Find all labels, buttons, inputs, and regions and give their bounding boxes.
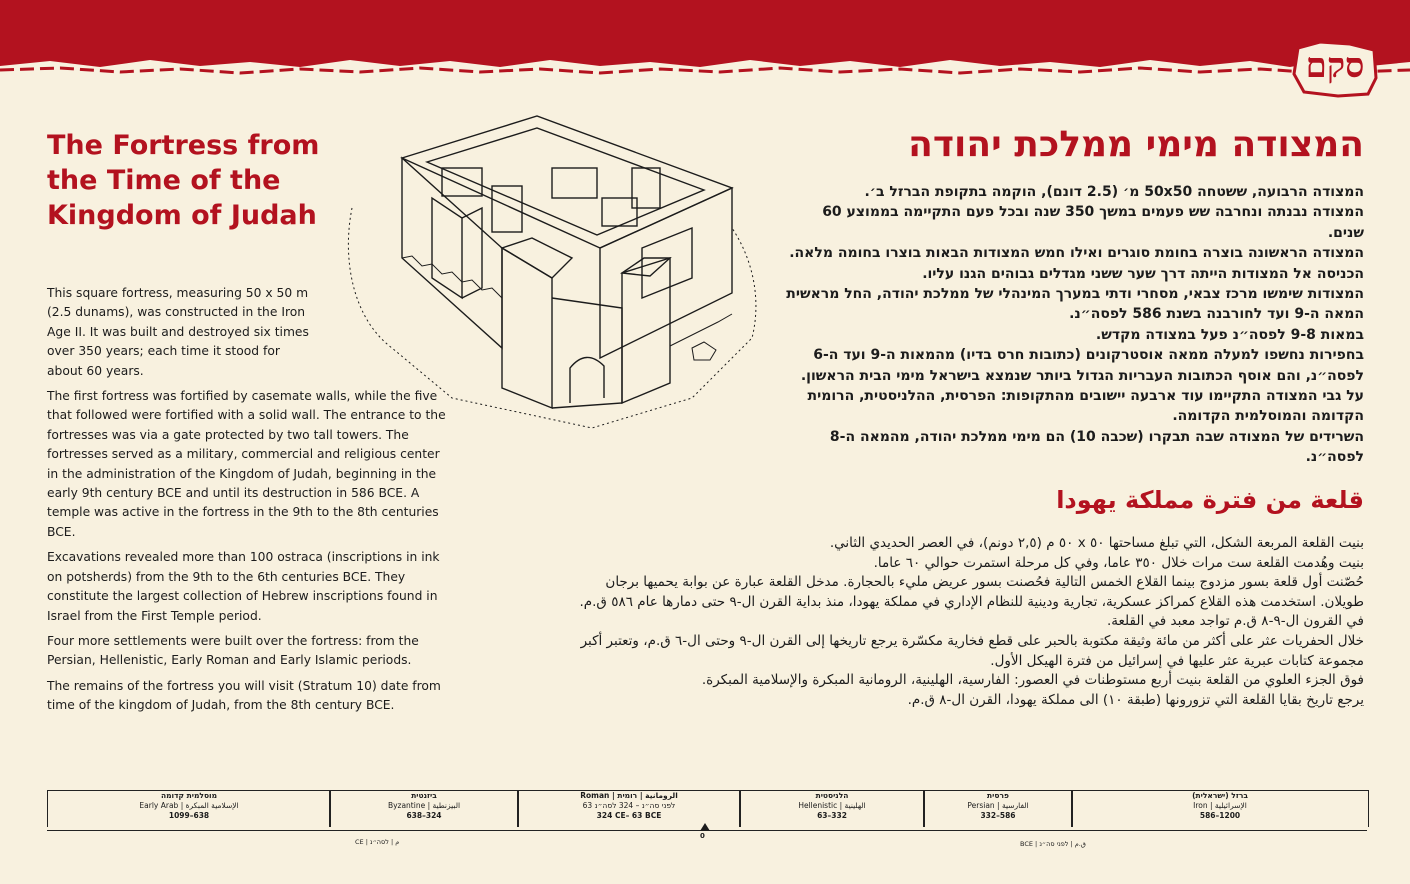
english-paragraph: Excavations revealed more than 100 ostraca (inscriptions in ink on potsherds) from the 9th to the 6th centuries BCE. They constitute the largest collection of Hebrew inscriptions found in Israel from the First Temple period. (47, 550, 440, 623)
top-red-band (0, 0, 1410, 78)
hebrew-line: המצודה הרבועה, ששטחה 50x50 מ׳ (2.5 דונם), הוקמה בתקופת הברזל ב׳. (864, 184, 1364, 200)
hebrew-line: על גבי המצודה התקיימו עוד ארבעה יישובים מהתקופות: הפרסית, ההלניסטית, הרומית (807, 388, 1364, 405)
arabic-line: طويلان. استخدمت هذه القلاع كمراكز عسكرية، تجارية ودينية للنظام الإداري في مملكة يهودا، منذ بداية القرن ال-٩ حتى دمارها عام ٥٨٦ ق.م. (579, 593, 1364, 610)
timeline-ce-label: CE | م | לסה״נ (355, 838, 400, 846)
english-paragraph: The remains of the fortress you will visit (Stratum 10) date from time of the kingdom of Judah, from the 8th century BCE. (47, 678, 441, 713)
english-title: The Fortress from the Time of the Kingdom of Judah (47, 130, 320, 231)
hebrew-title: המצודה מימי ממלכת יהודה (908, 124, 1364, 165)
arabic-line: فوق الجزء العلوي من القلعة بنيت أربع مستوطنات في العصور: الفارسية، الهلينية، الرومانية المبكرة والإسلامية المبكرة. (701, 672, 1364, 689)
hebrew-body (784, 182, 1364, 468)
english-paragraph: This square fortress, measuring 50 x 50 m (2.5 dunams), was constructed in the Iron Age II. It was built and destroyed six times over 350 years; each time it stood for about 60 years. (47, 286, 309, 378)
timeline-period-iron: ברזל (ישראלית) Iron | الإسرائيلية 586–1200 (1071, 790, 1369, 827)
hebrew-line: בחפירות נחשפו למעלה ממאה אוסטרקונים (כתובות חרס בדיו) מהמאות ה-9 ועד ה-6 (813, 347, 1364, 364)
timeline-zero-marker-icon (699, 822, 711, 832)
arabic-line: بنيت القلعة المربعة الشكل، التي تبلغ مساحتها ٥٠ x ٥٠ م (٢,٥ دونم)، في العصر الحديدي الثاني. (829, 535, 1364, 551)
timeline-period-early-arab: מוסלמית קדומה Early Arab | الإسلامية المبكرة 1099–638 (47, 790, 331, 827)
timeline-period-hellenistic: הלניסטית Hellenistic | الهلينية 63–332 (739, 790, 925, 827)
english-paragraph: The first fortress was fortified by casemate walls, while the five that followed were fortified with a solid wall. The entrance to the fortresses was via a gate protected by two tall towers. The fortresses served as a military, commercial and religious center in the administration of the Kingdom of Judah, beginning in the early 9th century BCE and until its destruction in 586 BCE. A temple was active in the fortress in the 9th to the 8th centuries BCE. (47, 389, 446, 539)
hebrew-line: המצודה הראשונה בוצרה בחומת סוגרים ואילו חמש המצודות הבאות בוצרו בחומה מלאה. (789, 245, 1364, 262)
site-badge-label: סקם (1305, 46, 1365, 86)
arabic-line: خلال الحفريات عثر على أكثر من مائة وثيقة مكتوبة بالحبر على قطع فخارية مكسّرة يرجع تاريخها إلى القرن ال-٩ وحتى ال-٦ ق.م، وتعتبر أكبر (580, 632, 1364, 649)
hebrew-line: המצודות שימשו מרכז צבאי, מסחרי ודתי במערך המינהלי של ממלכת יהודה, החל מראשית (786, 286, 1364, 303)
arabic-line: بنيت وهُدمت القلعة ست مرات خلال ٣٥٠ عاما، وفي كل مرحلة استمرت حوالي ٦٠ عاما. (873, 554, 1364, 571)
arabic-line: حُصّنت أول قلعة بسور مزدوج بينما القلاع الخمس التالية فحُصنت بسور عريض مليء بالحجارة. مدخل القلعة عبارة عن بوابة يحميها برجان (605, 574, 1364, 591)
fortress-illustration (332, 98, 770, 476)
timeline-bce-label: BCE | ق.م | לפני סה״נ (1020, 840, 1086, 848)
arabic-line: مجموعة كتابات عبرية عثر عليها في إسرائيل من فترة الهيكل الأول. (990, 652, 1364, 669)
hebrew-line: לפסה״נ, והם אוסף הכתובות העבריות הגדול ביותר שנמצא בישראל מימי הבית הראשון. (800, 367, 1364, 384)
timeline-period-byzantine: ביזנטית Byzantine | البيزنطية 638–324 (329, 790, 519, 827)
arabic-line: يرجع تاريخ بقايا القلعة التي تزورونها (طبقة ١٠) الى مملكة يهودا، القرن ال-٨ ق.م. (907, 691, 1364, 708)
arabic-title: قلعة من فترة مملكة يهودا (1056, 486, 1364, 514)
timeline-period-roman: Roman | الرومانية | רומית 63 לפני סה״נ – 324 לסה״נ 324 CE– 63 BCE (517, 790, 741, 827)
arabic-body (534, 534, 1364, 710)
timeline-zero: 0 (700, 832, 705, 840)
hebrew-line: במאות 9-8 לפסה״נ פעל במצודה מקדש. (1095, 326, 1364, 343)
arabic-line: في القرون ال-٩-٨ ق.م تواجد معبد في القلعة. (1106, 613, 1364, 630)
english-paragraph: Four more settlements were built over the fortress: from the Persian, Hellenistic, Early Roman and Early Islamic periods. (47, 633, 419, 668)
hebrew-line: הכניסה אל המצודות הייתה דרך שער ששני מגדלים גבוהים הגנו עליו. (922, 265, 1364, 282)
hebrew-line: המצודה נבנתה ונחרבה שש פעמים במשך 350 שנה ובכל פעם התקיימה בממוצע 60 שנים. (822, 204, 1364, 241)
hebrew-line: המאה ה-9 ועד לחורבנה בשנת 586 לפסה״נ. (1069, 306, 1364, 323)
hebrew-line: הקדומה והמוסלמית הקדומה. (1172, 408, 1364, 425)
hebrew-line: השרידים של המצודה שבה תבקרו (שכבה 10) הם מימי ממלכת יהודה, מהמאה ה-8 לפסה״נ. (829, 428, 1364, 466)
timeline-period-persian: פרסית Persian | الفارسية 332–586 (923, 790, 1073, 827)
